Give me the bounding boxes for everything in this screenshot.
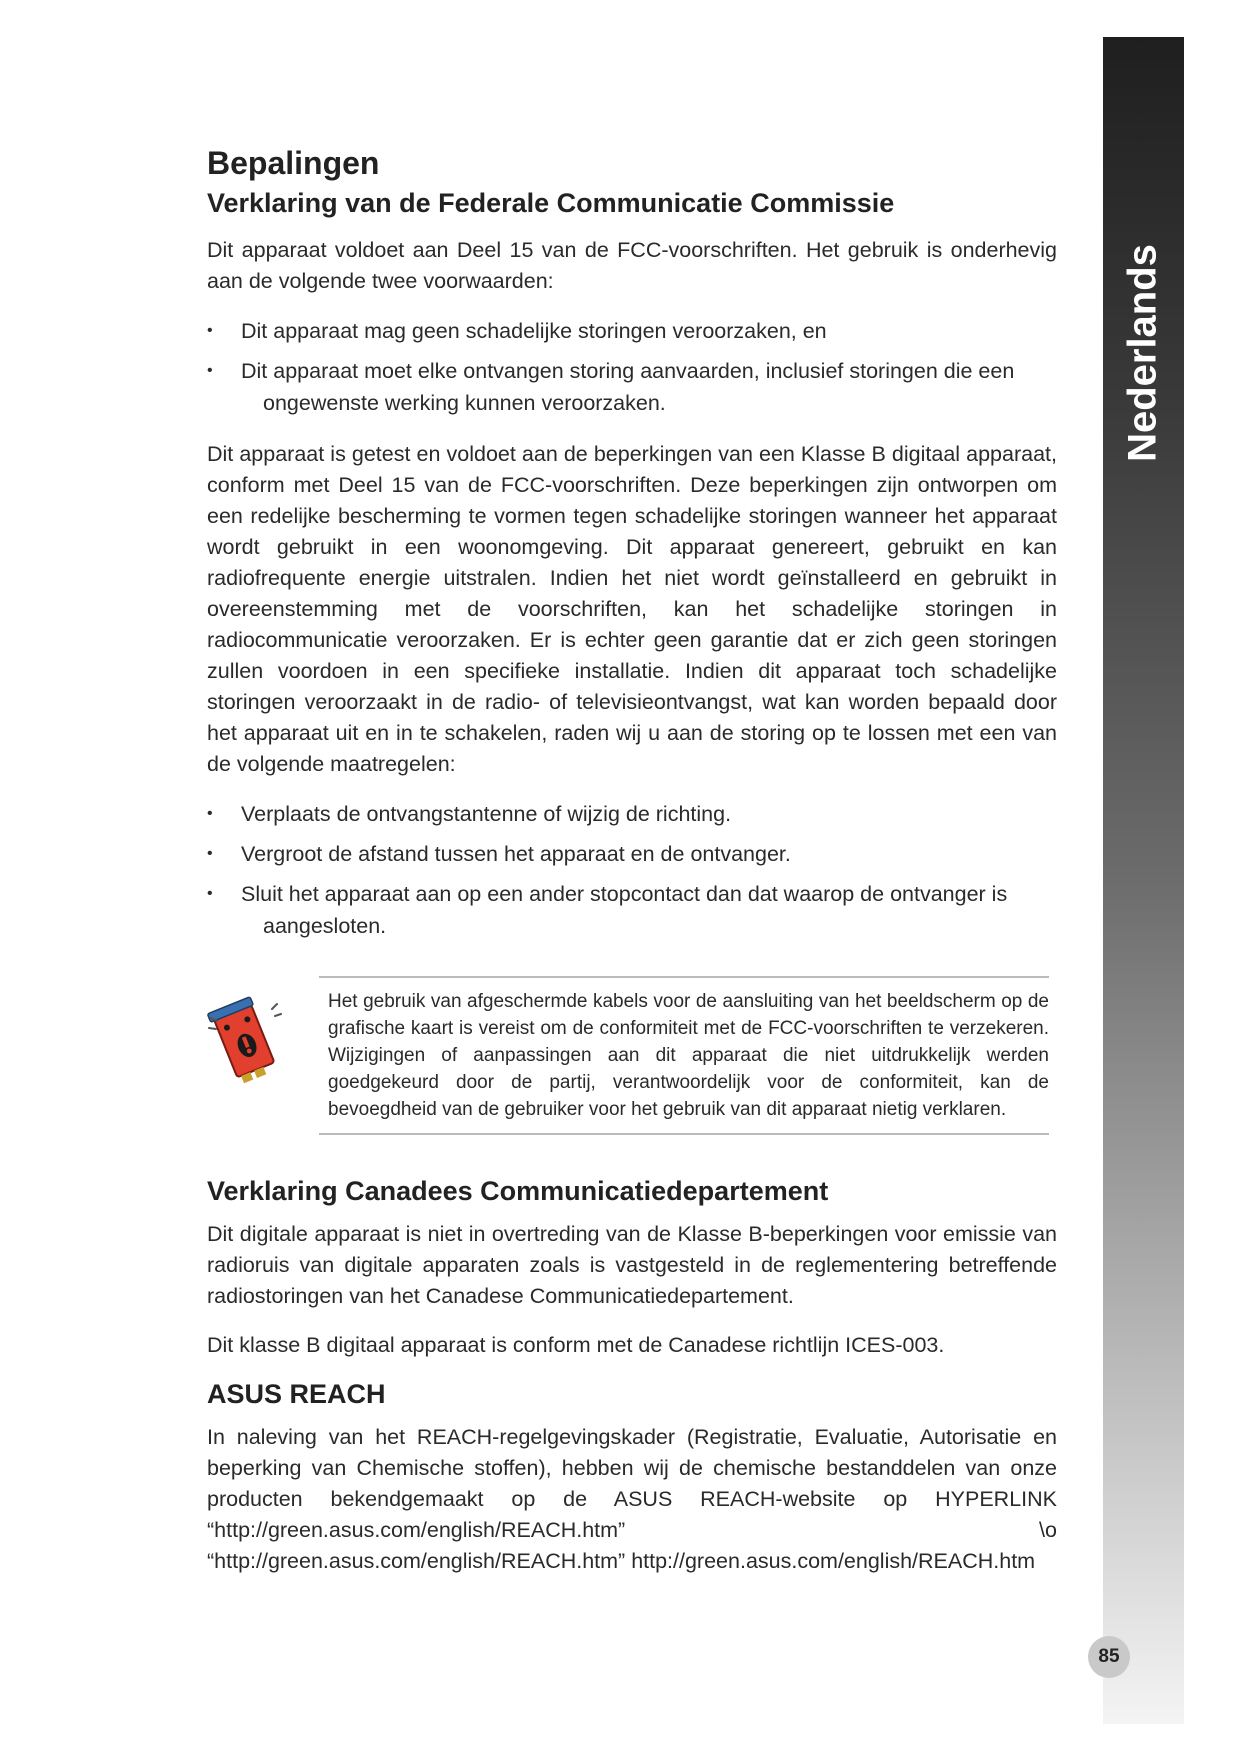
canada-para-1: Dit digitale apparaat is niet in overtreding van de Klasse B-beperkingen voor emissie van radioruis van digitale apparaten zoals is vastgesteld in de reglementering betreffende radiostoringen van het Canadese Communicatiedepartement.	[207, 1222, 1057, 1308]
language-tab-label: Nederlands	[1120, 243, 1165, 462]
note-block	[207, 976, 1057, 1134]
list-item	[207, 315, 1057, 347]
fcc-conditions-list	[207, 315, 1057, 419]
bullet-icon: •	[207, 845, 213, 862]
note-box	[319, 976, 1049, 1135]
fcc-body: Dit apparaat is getest en voldoet aan de beperkingen van een Klasse B digitaal apparaat, conform met Deel 15 van de FCC-voorschriften. Deze beperkingen zijn ontworpen om een redelijke bescherming te vormen tegen schadelijke storingen wanneer het apparaat wordt gebruikt in een woonomgeving. Dit apparaat genereert, gebruikt en kan radiofrequente energie uitstralen. Indien het niet wordt geïnstalleerd en gebruikt in overeenstemming met de voorschriften, kan het schadelijke storingen in radiocommunicatie veroorzaken. Er is echter geen garantie dat er zich geen storingen zullen voordoen in een specifieke installatie. Indien dit apparaat toch schadelijke storingen veroorzaakt in de radio- of televisieontvangst, wat kan worden bepaald door het apparaat uit en in te schakelen, raden wij u aan de storing op te lossen met een van de volgende maatregelen:	[207, 442, 1057, 776]
list-item-continuation: aangesloten.	[263, 914, 387, 938]
bullet-icon: •	[207, 322, 213, 339]
list-item-text: Sluit het apparaat aan op een ander stopcontact dan dat waarop de ontvanger is	[241, 882, 1008, 906]
list-item-text: Dit apparaat mag geen schadelijke storingen veroorzaken, en	[241, 319, 827, 343]
list-item	[207, 355, 1057, 419]
canada-para-2: Dit klasse B digitaal apparaat is conform met de Canadese richtlijn ICES-003.	[207, 1333, 945, 1357]
list-item	[207, 798, 1057, 830]
bullet-icon: •	[207, 362, 213, 379]
bullet-icon: •	[207, 805, 213, 822]
page-number: 85	[1088, 1636, 1130, 1678]
fcc-measures-list	[207, 798, 1057, 942]
canada-heading: Verklaring Canadees Communicatiedepartement	[207, 1176, 829, 1206]
warning-card-icon	[203, 988, 287, 1088]
fcc-heading: Verklaring van de Federale Communicatie Commissie	[207, 188, 895, 218]
section-title: Bepalingen	[207, 145, 380, 181]
page-content	[207, 145, 1057, 1595]
note-text: Het gebruik van afgeschermde kabels voor de aansluiting van het beeldscherm op de grafische kaart is vereist om de conformiteit met de FCC-voorschriften te verzekeren. Wijzigingen of aanpassingen aan dit apparaat die niet uitdrukkelijk werden goedgekeurd door de partij, verantwoordelijk voor de conformiteit, kan de bevoegdheid van de gebruiker voor het gebruik van dit apparaat nietig verklaren.	[328, 991, 1049, 1120]
list-item-text: Vergroot de afstand tussen het apparaat en de ontvanger.	[241, 842, 791, 866]
fcc-intro: Dit apparaat voldoet aan Deel 15 van de FCC-voorschriften. Het gebruik is onderhevig aan de volgende twee voorwaarden:	[207, 238, 1057, 293]
list-item	[207, 878, 1057, 942]
list-item	[207, 838, 1057, 870]
reach-heading: ASUS REACH	[207, 1379, 386, 1409]
list-item-text: Verplaats de ontvangstantenne of wijzig de richting.	[241, 802, 732, 826]
reach-para: In naleving van het REACH-regelgevingskader (Registratie, Evaluatie, Autorisatie en beperking van Chemische stoffen), hebben wij de chemische bestanddelen van onze producten bekendgemaakt op de ASUS REACH-website op HYPERLINK “http://green.asus.com/english/REACH.htm” \o “http://green.asus.com/english/REACH.htm” http://green.asus.com/english/REACH.htm	[207, 1425, 1057, 1573]
list-item-continuation: ongewenste werking kunnen veroorzaken.	[263, 391, 666, 415]
list-item-text: Dit apparaat moet elke ontvangen storing aanvaarden, inclusief storingen die een	[241, 359, 1015, 383]
bullet-icon: •	[207, 885, 213, 902]
language-tab	[1108, 245, 1178, 460]
